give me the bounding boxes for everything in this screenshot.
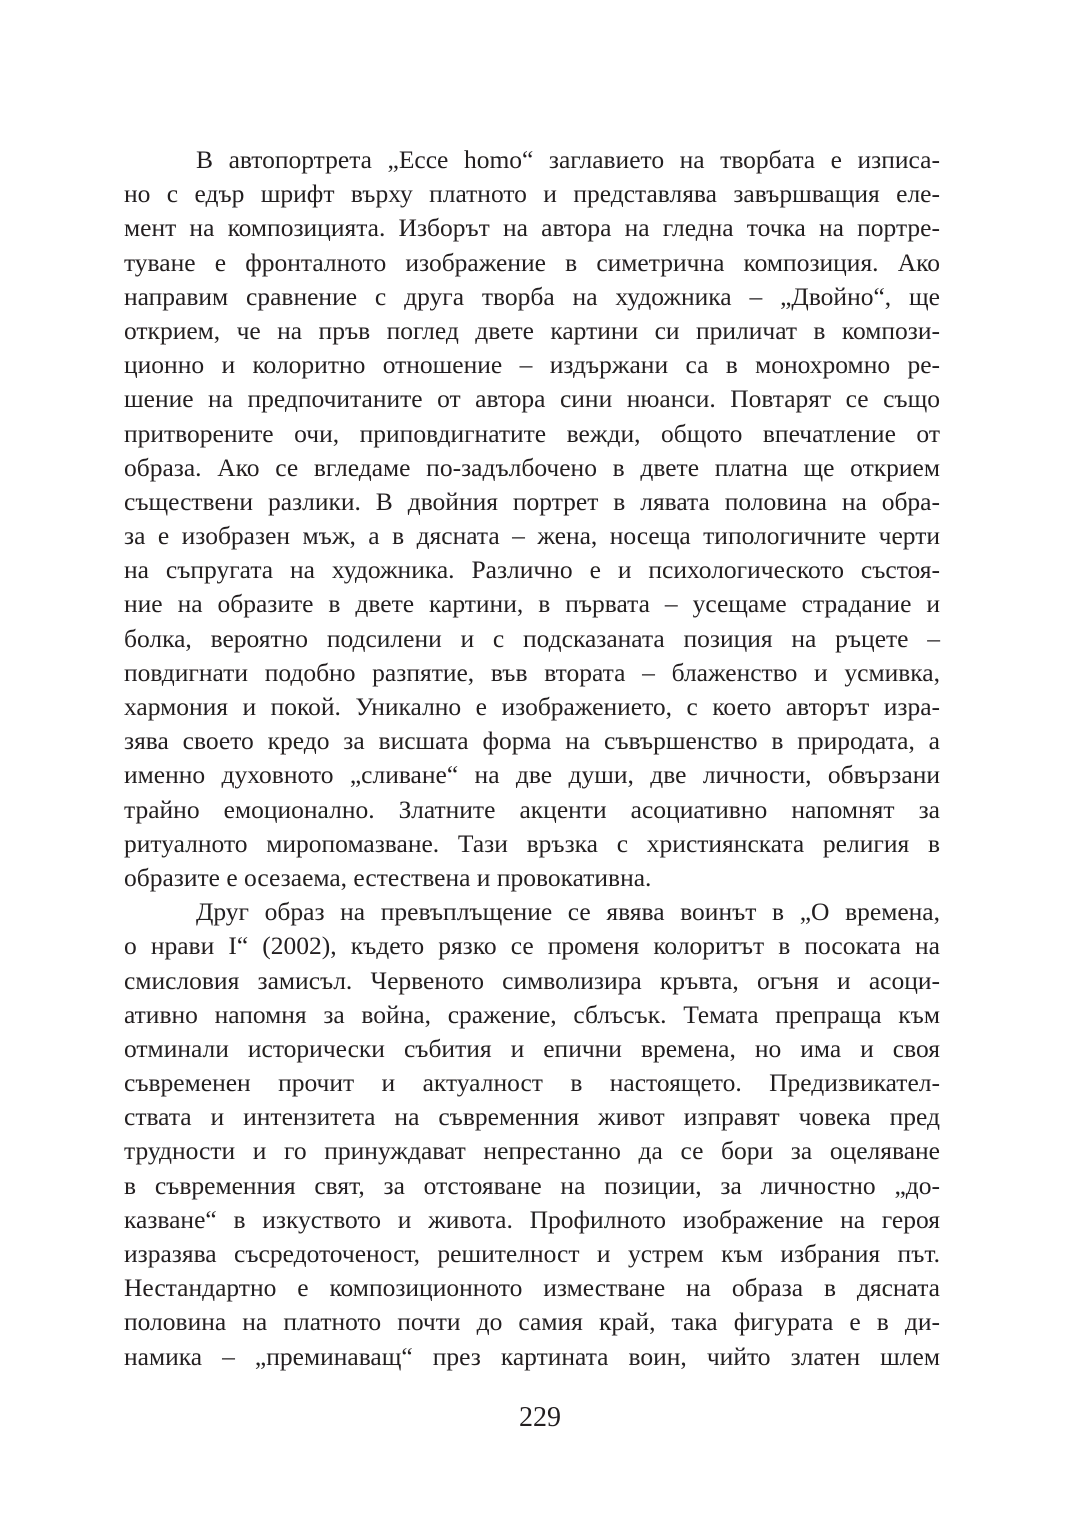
- text-line: туване е фронталното изображение в симетрична композиция. Ако: [124, 247, 940, 277]
- text-line: трудности и го принуждават непрестанно да се бори за оцеляване: [124, 1136, 940, 1166]
- text-line: изразява съсредоточеност, решителност и устрем към избрания път.: [124, 1239, 940, 1268]
- text-line: Нестандартно е композиционното изместване на образа в дясната: [124, 1273, 940, 1303]
- text-line: притворените очи, приповдигнатите вежди, общото впечатление от: [124, 418, 940, 448]
- text-line: В автопортрета „Ecce homo“ заглавието на творбата е изписа-: [196, 145, 940, 174]
- text-line: зява своето кредо за висшата форма на съвършенство в природата, а: [124, 726, 940, 756]
- text-line: ние на образите в двете картини, в първата – усещаме страдание и: [124, 589, 940, 619]
- text-line: но с едър шрифт върху платното и представлява завършващия еле-: [124, 179, 940, 209]
- text-line: ционно и колоритно отношение – издържани са в монохромно ре-: [124, 350, 940, 380]
- paragraph: [124, 895, 940, 1374]
- text-line: ритуалното миропомазване. Тази връзка с християнската религия в: [124, 828, 940, 858]
- text-line: половина на платното почти до самия край, така фигурата е в ди-: [124, 1307, 940, 1337]
- text-line: Друг образ на превъплъщение се явява воинът в „О времена,: [196, 897, 940, 927]
- text-line: смисловия замисъл. Червеното символизира кръвта, огъня и асоци-: [124, 965, 940, 995]
- text-line: намика – „преминаващ“ през картината воин, чийто златен шлем: [124, 1341, 940, 1371]
- text-line: открием, че на пръв поглед двете картини си приличат в компози-: [124, 315, 940, 345]
- text-line: съвременен прочит и актуалност в настоящето. Предизвикател-: [124, 1068, 940, 1098]
- text-line: образа. Ако се вгледаме по-задълбочено в двете платна ще открием: [124, 452, 940, 482]
- text-line: на съпругата на художника. Различно е и психологическото състоя-: [124, 555, 940, 585]
- text-line: именно духовното „сливане“ на две души, две личности, обвързани: [124, 760, 940, 790]
- text-line: в съвременния свят, за отстояване на позиции, за личностно „до-: [124, 1170, 940, 1200]
- text-line: ствата и интензитета на съвременния живот изправят човека пред: [124, 1102, 940, 1132]
- text-line: направим сравнение с друга творба на художника – „Двойно“, ще: [124, 281, 940, 311]
- text-line: казване“ в изкуството и живота. Профилното изображение на героя: [124, 1204, 940, 1234]
- text-line: отминали исторически събития и епични времена, но има и своя: [124, 1033, 940, 1063]
- text-line: хармония и покой. Уникално е изображението, с което авторът изра-: [124, 692, 940, 721]
- text-line: о нрави I“ (2002), където рязко се променя колоритът в посоката на: [124, 931, 940, 961]
- text-line: трайно емоционално. Златните акценти асоциативно напомнят за: [124, 794, 940, 824]
- page-number: 229: [519, 1402, 561, 1433]
- text-line: за е изобразен мъж, а в дясната – жена, носеща типологичните черти: [124, 521, 940, 551]
- paragraph: [124, 143, 940, 895]
- text-line: повдигнати подобно разпятие, във втората – блаженство и усмивка,: [124, 657, 940, 687]
- text-line: ативно напомня за война, сражение, сблъсък. Темата препраща към: [124, 999, 940, 1029]
- text-line: образите е осезаема, естествена и провокативна.: [124, 862, 652, 892]
- text-line: мент на композицията. Изборът на автора на гледна точка на портре-: [124, 213, 940, 243]
- body-text: [124, 143, 940, 1374]
- text-line: шение на предпочитаните от автора сини нюанси. Повтарят се също: [124, 384, 940, 414]
- text-line: болка, вероятно подсилени и с подсказаната позиция на ръцете –: [124, 623, 940, 653]
- text-line: съществени разлики. В двойния портрет в лявата половина на обра-: [124, 486, 940, 516]
